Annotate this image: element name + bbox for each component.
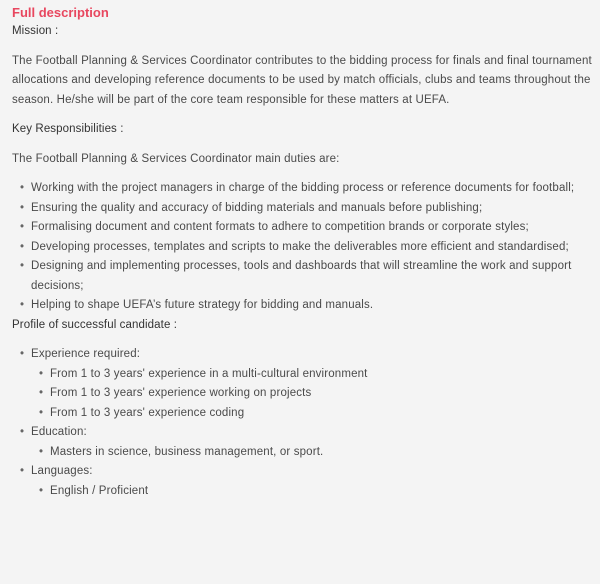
- bullet-icon: •: [20, 221, 25, 233]
- list-item: • Working with the project managers in charge of the bidding process or reference documents for football;: [12, 179, 592, 199]
- languages-sublist: [31, 482, 592, 502]
- bullet-icon: •: [39, 484, 44, 497]
- mission-text: The Football Planning & Services Coordinator contributes to the bidding process for finals and final tournament allocations and developing reference documents to be used by match officials, clubs and teams throughout the season. He/she will be part of the core team responsible for these matters at UEFA.: [12, 54, 592, 106]
- list-item: • From 1 to 3 years' experience in a multi-cultural environment: [31, 365, 592, 385]
- bullet-icon: •: [20, 426, 25, 438]
- mission-title: Mission :: [12, 25, 59, 37]
- bullet-icon: •: [39, 387, 44, 399]
- bullet-icon: •: [39, 445, 44, 458]
- profile-list: [12, 345, 592, 501]
- full-description-heading: Full description: [12, 5, 109, 20]
- list-item: • From 1 to 3 years' experience working on projects: [31, 384, 592, 404]
- responsibilities-intro: The Football Planning & Services Coordinator main duties are:: [12, 152, 340, 165]
- bullet-icon: •: [20, 182, 25, 194]
- bullet-icon: •: [20, 240, 25, 253]
- bullet-icon: •: [20, 260, 25, 272]
- languages-item: • Languages: • English / Proficient: [12, 462, 592, 501]
- education-item: • Education: • Masters in science, business management, or sport.: [12, 423, 592, 462]
- experience-sublist: [31, 365, 592, 424]
- responsibilities-title: Key Responsibilities :: [12, 123, 124, 135]
- list-item: • Designing and implementing processes, tools and dashboards that will streamline the work and support decisions;: [12, 257, 592, 296]
- bullet-icon: •: [20, 201, 25, 214]
- list-item: • English / Proficient: [31, 482, 592, 502]
- education-sublist: [31, 443, 592, 463]
- bullet-icon: •: [39, 367, 44, 380]
- list-item: • Developing processes, templates and scripts to make the deliverables more efficient and standardised;: [12, 238, 592, 258]
- bullet-icon: •: [20, 348, 25, 360]
- bullet-icon: •: [20, 465, 25, 477]
- list-item: • Helping to shape UEFA’s future strategy for bidding and manuals.: [12, 296, 592, 316]
- list-item: • Ensuring the quality and accuracy of bidding materials and manuals before publishing;: [12, 199, 592, 219]
- experience-item: • Experience required: • From 1 to 3 years' experience in a multi-cultural environment • From 1 to 3 years' experience working on projects • From 1 to 3 years' experience coding: [12, 345, 592, 423]
- list-item: • From 1 to 3 years' experience coding: [31, 404, 592, 424]
- profile-title: Profile of successful candidate :: [12, 318, 178, 331]
- bullet-icon: •: [20, 299, 25, 311]
- responsibilities-list: [12, 179, 592, 316]
- list-item: • Masters in science, business management, or sport.: [31, 443, 592, 463]
- bullet-icon: •: [39, 406, 44, 419]
- job-description: [12, 4, 592, 501]
- list-item: • Formalising document and content formats to adhere to competition brands or corporate styles;: [12, 218, 592, 238]
